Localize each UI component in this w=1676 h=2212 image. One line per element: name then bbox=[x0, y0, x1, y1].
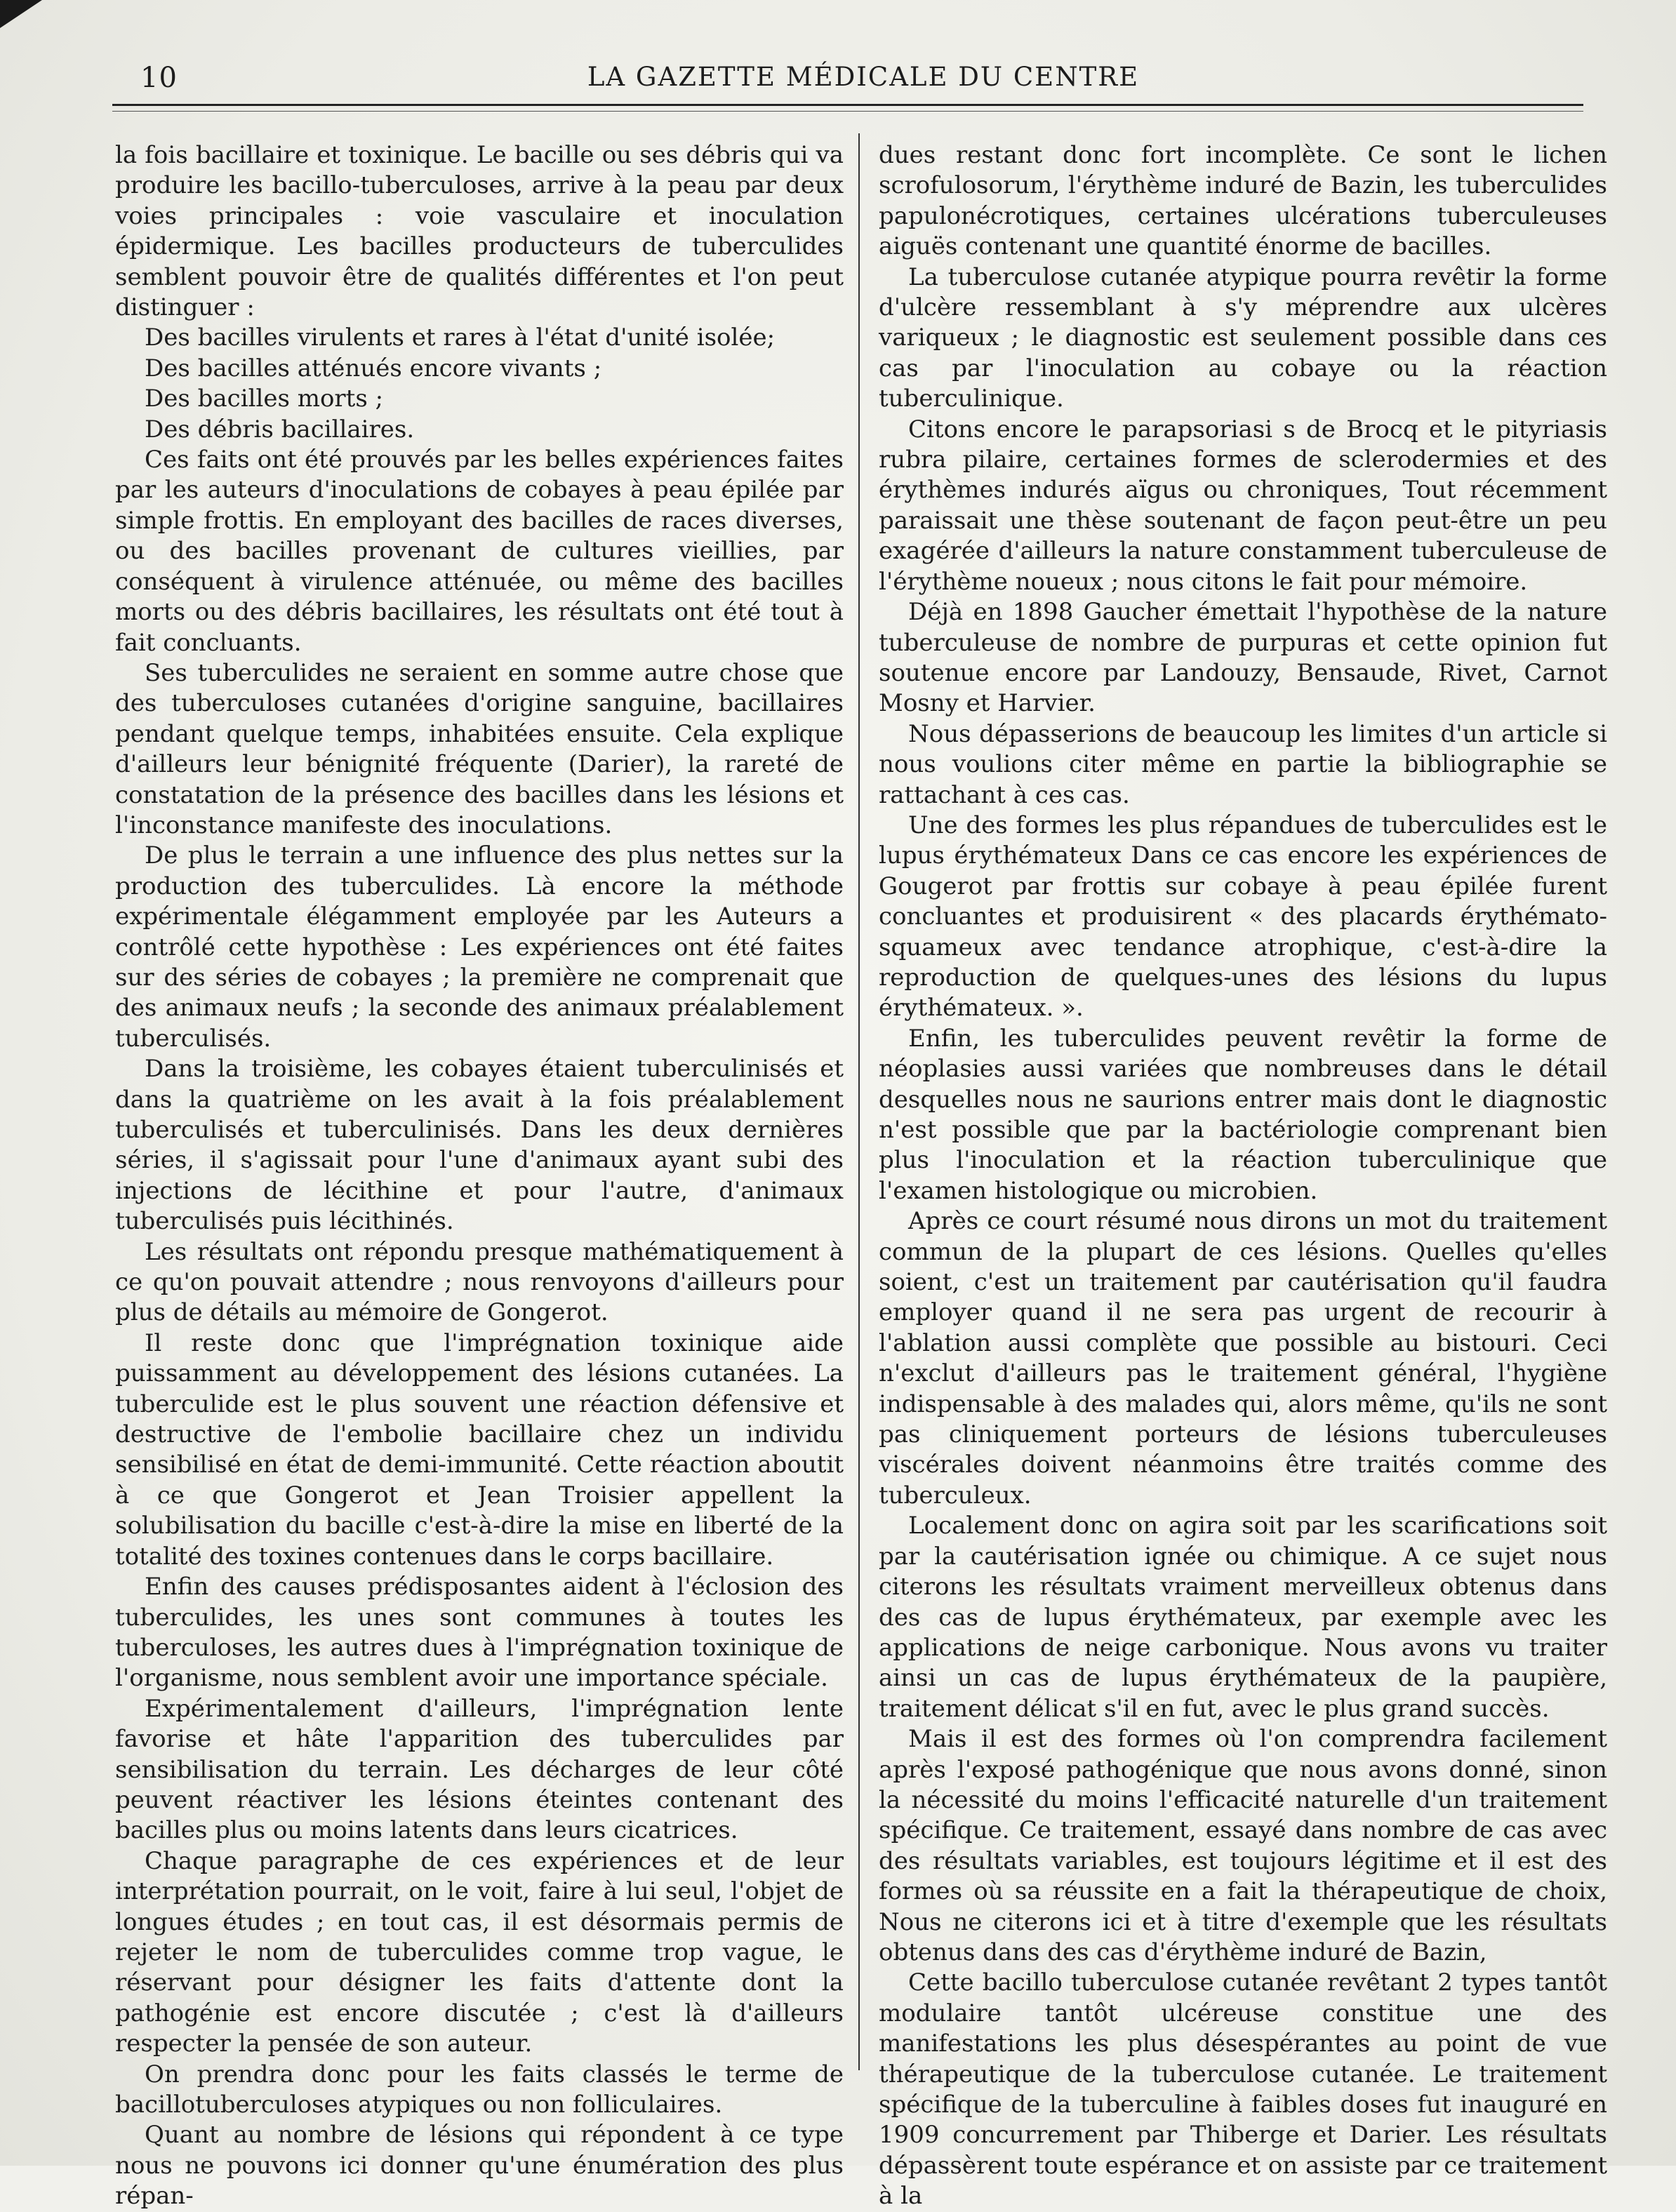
paragraph: Mais il est des formes où l'on comprendra facilement après l'exposé pathogénique que nous avons donné, sinon la nécessité du moins l'efficacité naturelle d'un traitement spécifique. Ce traitement, essayé dans nombre de cas avec des résultats variables, est toujours légitime et il est des formes où sa réussite en a fait la thérapeutique de choix, Nous ne citerons ici et à titre d'exemple que les résultats obtenus dans des cas d'érythème induré de Bazin, bbox=[879, 1725, 1607, 1966]
paragraph: Citons encore le parapsoriasi s de Brocq et le pityriasis rubra pilaire, certaines formes de sclerodermies et des érythèmes indurés aïgus ou chroniques, Tout récemment paraissait une thèse soutenant de façon peut-être un peu exagérée d'ailleurs la nature constamment tuberculeuse de l'érythème noueux ; nous citons le fait pour mémoire. bbox=[879, 415, 1607, 596]
paragraph: Localement donc on agira soit par les scarifications soit par la cautérisation ignée ou chimique. A ce sujet nous citerons les résultats vraiment merveilleux obtenus dans des cas de lupus érythémateux, par exemple avec les applications de neige carbonique. Nous avons vu traiter ainsi un cas de lupus érythémateux de la paupière, traitement délicat s'il en fut, avec le plus grand succès. bbox=[879, 1512, 1607, 1723]
paragraph: Ces faits ont été prouvés par les belles expériences faites par les auteurs d'inoculations de cobayes à peau épilée par simple frottis. En employant des bacilles de races diverses, ou des bacilles provenant de cultures vieillies, par conséquent à virulence atténuée, ou même des bacilles morts ou des débris bacillaires, les résultats ont été tout à fait concluants. bbox=[115, 446, 844, 657]
page-header bbox=[140, 58, 1586, 100]
paragraph: Quant au nombre de lésions qui répondent à ce type nous ne pouvons ici donner qu'une énumération des plus répan- bbox=[115, 2121, 844, 2211]
paragraph: Expérimentalement d'ailleurs, l'imprégnation lente favorise et hâte l'apparition des tuberculides par sensibilisation du terrain. Les décharges de leur côté peuvent réactiver les lésions éteintes contenant des bacilles plus ou moins latents dans leurs cicatrices. bbox=[115, 1694, 844, 1845]
paragraph: dues restant donc fort incomplète. Ce sont le lichen scrofulosorum, l'érythème induré de Bazin, les tuberculides papulonécrotiques, certaines ulcérations tuberculeuses aiguës contenant une quantité énorme de bacilles. bbox=[879, 141, 1607, 261]
paragraph: Chaque paragraphe de ces expériences et de leur interprétation pourrait, on le voit, faire à lui seul, l'objet de longues études ; en tout cas, il est désormais permis de rejeter le nom de tuberculides comme trop vague, le réservant pour désigner les faits d'attente dont la pathogénie est encore discutée ; c'est là d'ailleurs respecter la pensée de son auteur. bbox=[115, 1846, 844, 2058]
paragraph: la fois bacillaire et toxinique. Le bacille ou ses débris qui va produire les bacillo-tuberculoses, arrive à la peau par deux voies principales : voie vasculaire et inoculation épidermique. Les bacilles producteurs de tuberculides semblent pouvoir être de qualités différentes et l'on peut distinguer : bbox=[115, 141, 844, 322]
list-item: Des bacilles morts ; bbox=[145, 385, 384, 413]
paragraph: De plus le terrain a une influence des plus nettes sur la production des tuberculides. Là encore la méthode expérimentale élégamment employée par les Auteurs a contrôlé cette hypothèse : Les expériences ont été faites sur des séries de cobayes ; la première ne comprenait que des animaux neufs ; la seconde des animaux préalablement tuberculisés. bbox=[115, 841, 844, 1053]
right-column bbox=[879, 140, 1607, 2211]
column-divider bbox=[858, 133, 860, 2070]
paragraph: Enfin, les tuberculides peuvent revêtir la forme de néoplasies aussi variées que nombreuses dans le détail desquelles nous ne saurions entrer mais dont le diagnostic n'est possible que par la bactériologie comprenant bien plus l'inoculation et la réaction tuberculinique que l'examen histologique ou microbien. bbox=[879, 1024, 1607, 1205]
journal-title: LA GAZETTE MÉDICALE DU CENTRE bbox=[587, 62, 1140, 92]
paragraph: Il reste donc que l'imprégnation toxinique aide puissamment au développement des lésions cutanées. La tuberculide est le plus souvent une réaction défensive et destructive de l'embolie bacillaire chez un individu sensibilisé en état de demi-immunité. Cette réaction aboutit à ce que Gongerot et Jean Troisier appellent la solubilisation du bacille c'est-à-dire la mise en liberté de la totalité des toxines contenues dans le corps bacillaire. bbox=[115, 1328, 844, 1571]
paragraph: Dans la troisième, les cobayes étaient tuberculinisés et dans la quatrième on les avait à la fois préalablement tuberculisés et tuberculinisés. Dans les deux dernières séries, il s'agissait pour l'une d'animaux ayant subi des injections de lécithine et pour l'autre, d'animaux tuberculisés puis lécithinés. bbox=[115, 1055, 844, 1236]
paragraph: Une des formes les plus répandues de tuberculides est le lupus érythémateux Dans ce cas encore les expériences de Gougerot par frottis sur cobaye à peau épilée furent concluantes et produisirent « des placards érythémato-squameux avec tendance atrophique, c'est-à-dire la reproduction de quelques-unes des lésions du lupus érythémateux. ». bbox=[879, 811, 1607, 1022]
torn-corner-mark bbox=[0, 0, 42, 28]
paragraph: Nous dépasserions de beaucoup les limites d'un article si nous voulions citer même en partie la bibliographie se rattachant à ces cas. bbox=[879, 719, 1607, 809]
list-item: Des débris bacillaires. bbox=[145, 415, 415, 444]
list-item: Des bacilles atténués encore vivants ; bbox=[145, 354, 602, 382]
page-number: 10 bbox=[140, 62, 178, 94]
paragraph: La tuberculose cutanée atypique pourra revêtir la forme d'ulcère ressemblant à s'y méprendre aux ulcères variqueux ; le diagnostic est seulement possible dans ces cas par l'inoculation au cobaye ou la réaction tuberculinique. bbox=[879, 262, 1607, 413]
paragraph: On prendra donc pour les faits classés le terme de bacillotuberculoses atypiques ou non folliculaires. bbox=[115, 2060, 844, 2119]
header-rule bbox=[112, 104, 1583, 106]
list-item: Des bacilles virulents et rares à l'état d'unité isolée; bbox=[145, 324, 776, 352]
paragraph: Ses tuberculides ne seraient en somme autre chose que des tuberculoses cutanées d'origine sanguine, bacillaires pendant quelque temps, inhabitées ensuite. Cela explique d'ailleurs leur bénignité fréquente (Darier), la rareté de constatation de la présence des bacilles dans les lésions et l'inconstance manifeste des inoculations. bbox=[115, 658, 844, 839]
paragraph: Après ce court résumé nous dirons un mot du traitement commun de la plupart de ces lésions. Quelles qu'elles soient, c'est un traitement par cautérisation qu'il faudra employer quand il ne sera pas urgent de recourir à l'ablation aussi complète que possible au bistouri. Ceci n'exclut d'ailleurs pas le traitement général, l'hygiène indispensable à des malades qui, alors même, qu'ils ne sont pas cliniquement porteurs de lésions tuberculeuses viscérales doivent néanmoins être traités comme des tuberculeux. bbox=[879, 1207, 1607, 1510]
header-rule-thin bbox=[112, 111, 1583, 112]
paragraph: Déjà en 1898 Gaucher émettait l'hypothèse de la nature tuberculeuse de nombre de purpuras et cette opinion fut soutenue encore par Landouzy, Bensaude, Rivet, Carnot Mosny et Harvier. bbox=[879, 598, 1607, 718]
left-column bbox=[115, 140, 844, 2211]
paragraph: Cette bacillo tuberculose cutanée revêtant 2 types tantôt modulaire tantôt ulcéreuse constitue une des manifestations les plus désespérantes au point de vue thérapeutique de la tuberculose cutanée. Le traitement spécifique de la tuberculine à faibles doses fut inauguré en 1909 concurrement par Thiberge et Darier. Les résultats dépassèrent toute espérance et on assiste par ce traitement à la bbox=[879, 1968, 1607, 2211]
paragraph: Les résultats ont répondu presque mathématiquement à ce qu'on pouvait attendre ; nous renvoyons d'ailleurs pour plus de détails au mémoire de Gongerot. bbox=[115, 1237, 844, 1327]
paragraph: Enfin des causes prédisposantes aident à l'éclosion des tuberculides, les unes sont communes à toutes les tuberculoses, les autres dues à l'imprégnation toxinique de l'organisme, nous semblent avoir une importance spéciale. bbox=[115, 1573, 844, 1693]
